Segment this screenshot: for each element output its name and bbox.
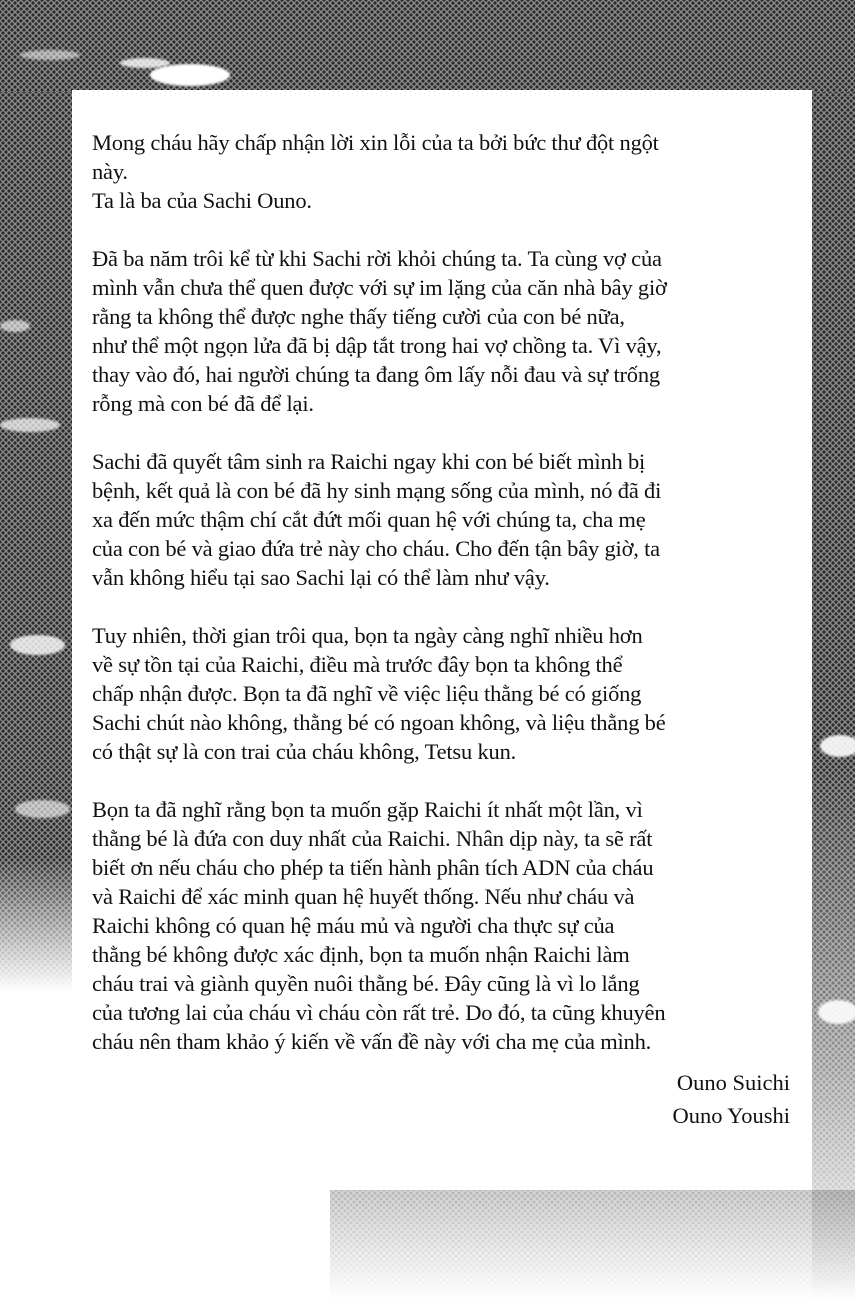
text-line: và Raichi để xác minh quan hệ huyết thống. Nếu như cháu và bbox=[92, 884, 635, 909]
cloud-highlight bbox=[818, 1000, 855, 1024]
text-line: thay vào đó, hai người chúng ta đang ôm lấy nỗi đau và sự trống bbox=[92, 362, 660, 387]
letter-signature bbox=[672, 1066, 790, 1132]
text-line: thằng bé không được xác định, bọn ta muốn nhận Raichi làm bbox=[92, 942, 630, 967]
text-line: biết ơn nếu cháu cho phép ta tiến hành phân tích ADN của cháu bbox=[92, 855, 654, 880]
screentone-background-top bbox=[0, 0, 855, 92]
paragraph-request bbox=[92, 795, 804, 1056]
text-line: như thể một ngọn lửa đã bị dập tắt trong hai vợ chồng ta. Vì vậy, bbox=[92, 333, 662, 358]
cloud-highlight bbox=[820, 735, 855, 757]
text-line: của tương lai của cháu vì cháu còn rất trẻ. Do đó, ta cũng khuyên bbox=[92, 1000, 666, 1025]
screentone-background-right bbox=[812, 92, 855, 1300]
text-line: cháu trai và giành quyền nuôi thằng bé. Đây cũng là vì lo lắng bbox=[92, 971, 640, 996]
cloud-highlight bbox=[150, 64, 230, 86]
text-line: của con bé và giao đứa trẻ này cho cháu. Cho đến tận bây giờ, ta bbox=[92, 536, 660, 561]
text-line: này. bbox=[92, 159, 128, 184]
text-line: rỗng mà con bé đã để lại. bbox=[92, 391, 314, 416]
text-line: chấp nhận được. Bọn ta đã nghĩ về việc liệu thằng bé có giống bbox=[92, 681, 642, 706]
letter-paper bbox=[72, 90, 812, 1190]
paragraph-raichi-thoughts bbox=[92, 621, 804, 766]
screentone-background-bottom bbox=[330, 1190, 855, 1300]
text-line: bệnh, kết quả là con bé đã hy sinh mạng sống của mình, nó đã đi bbox=[92, 478, 662, 503]
cloud-highlight bbox=[0, 320, 30, 332]
cloud-highlight bbox=[120, 58, 170, 68]
paragraph-grief bbox=[92, 244, 804, 418]
text-line: Bọn ta đã nghĩ rằng bọn ta muốn gặp Raichi ít nhất một lần, vì bbox=[92, 797, 643, 822]
text-line: rằng ta không thể được nghe thấy tiếng cười của con bé nữa, bbox=[92, 304, 625, 329]
text-line: Đã ba năm trôi kể từ khi Sachi rời khỏi chúng ta. Ta cùng vợ của bbox=[92, 246, 662, 271]
text-line: có thật sự là con trai của cháu không, Tetsu kun. bbox=[92, 739, 517, 764]
letter-body bbox=[92, 128, 804, 1085]
text-line: về sự tồn tại của Raichi, điều mà trước đây bọn ta không thể bbox=[92, 652, 623, 677]
text-line: vẫn không hiểu tại sao Sachi lại có thể làm như vậy. bbox=[92, 565, 550, 590]
text-line: Ta là ba của Sachi Ouno. bbox=[92, 188, 312, 213]
text-line: Sachi đã quyết tâm sinh ra Raichi ngay khi con bé biết mình bị bbox=[92, 449, 646, 474]
text-line: thằng bé là đứa con duy nhất của Raichi. Nhân dịp này, ta sẽ rất bbox=[92, 826, 653, 851]
signature-name-youshi: Ouno Youshi bbox=[672, 1103, 790, 1128]
text-line: xa đến mức thậm chí cắt đứt mối quan hệ với chúng ta, cha mẹ bbox=[92, 507, 646, 532]
text-line: Mong cháu hãy chấp nhận lời xin lỗi của ta bởi bức thư đột ngột bbox=[92, 130, 659, 155]
cloud-highlight bbox=[20, 50, 80, 60]
text-line: cháu nên tham khảo ý kiến về vấn đề này với cha mẹ của mình. bbox=[92, 1029, 652, 1054]
cloud-highlight bbox=[15, 800, 70, 818]
text-line: Tuy nhiên, thời gian trôi qua, bọn ta ngày càng nghĩ nhiều hơn bbox=[92, 623, 643, 648]
cloud-highlight bbox=[0, 418, 60, 432]
text-line: Sachi chút nào không, thằng bé có ngoan không, và liệu thằng bé bbox=[92, 710, 666, 735]
screentone-background-left bbox=[0, 92, 72, 992]
cloud-highlight bbox=[10, 635, 65, 655]
text-line: Raichi không có quan hệ máu mủ và người cha thực sự của bbox=[92, 913, 615, 938]
text-line: mình vẫn chưa thể quen được với sự im lặng của căn nhà bây giờ bbox=[92, 275, 667, 300]
signature-name-suichi: Ouno Suichi bbox=[676, 1070, 790, 1095]
paragraph-apology bbox=[92, 128, 804, 215]
paragraph-sachi-decision bbox=[92, 447, 804, 592]
